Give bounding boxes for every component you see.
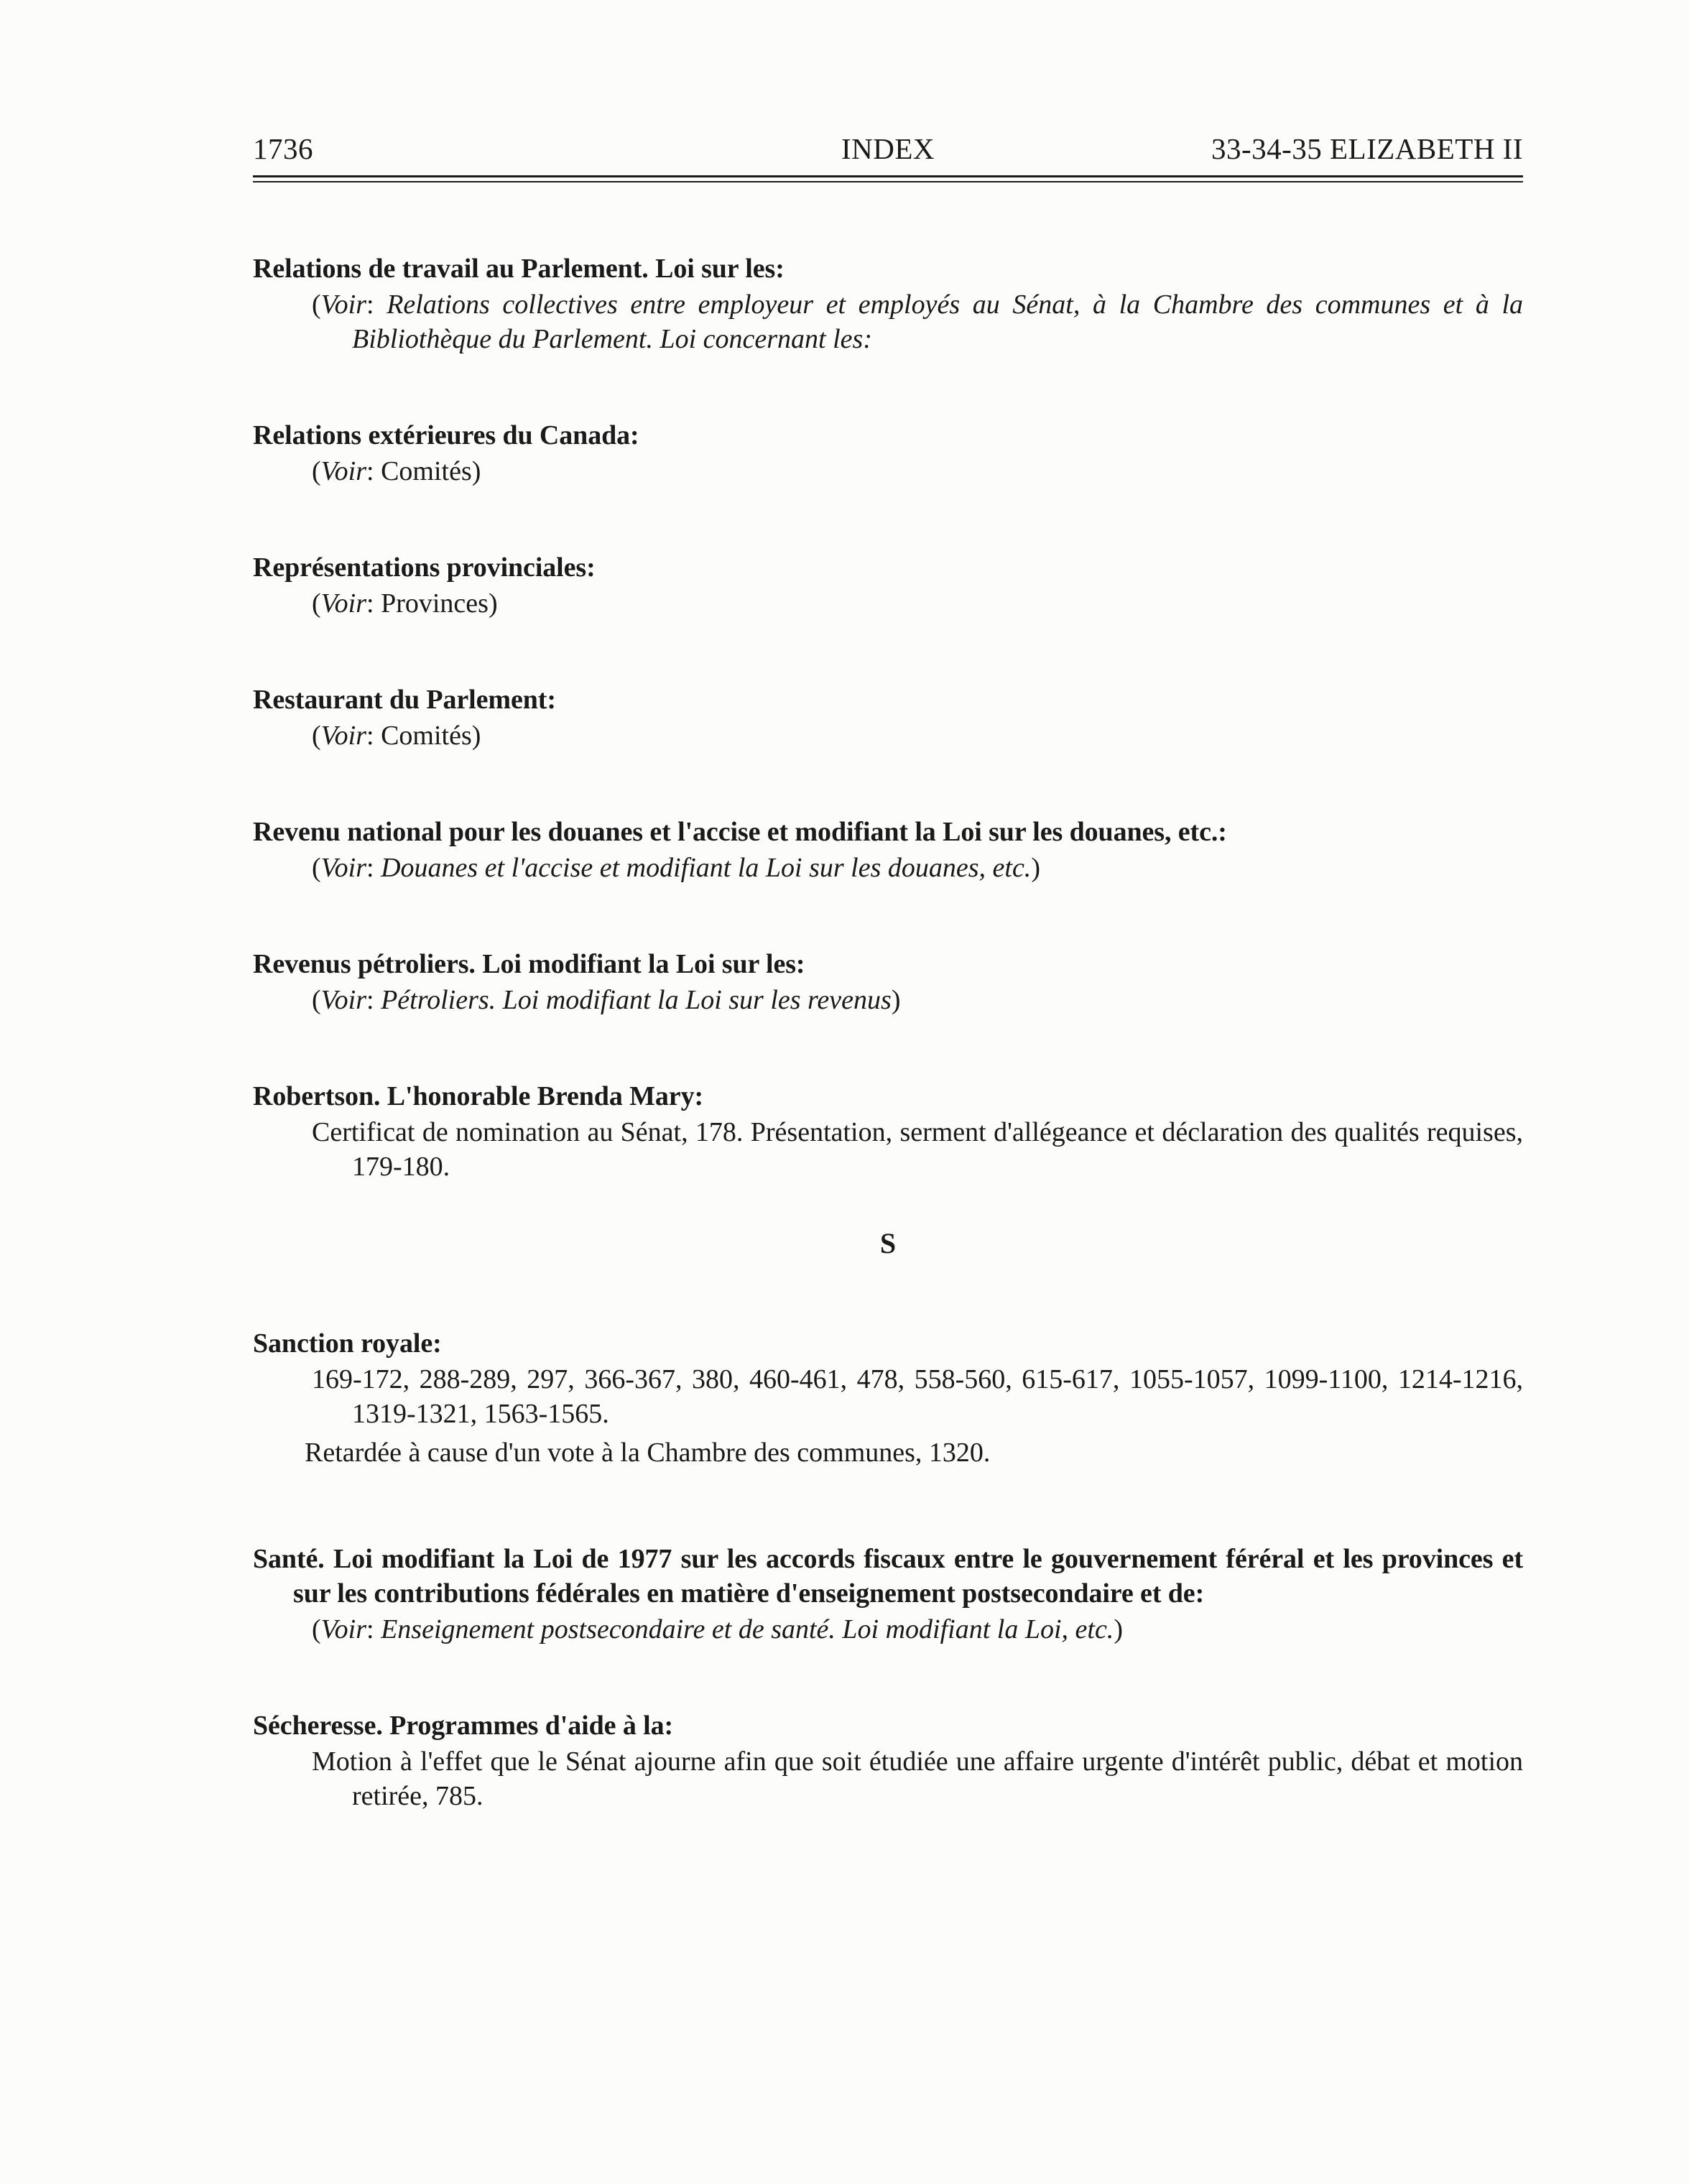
entry-note: Retardée à cause d'un vote à la Chambre des communes, 1320. <box>305 1438 991 1468</box>
see-colon: : <box>366 290 387 320</box>
see-target: Enseignement postsecondaire et de santé. Loi modifiant la Loi, etc. <box>381 1614 1114 1644</box>
see-close-paren: ) <box>471 721 481 751</box>
see-close-paren: ) <box>891 985 901 1015</box>
entry-heading: Restaurant du Parlement: <box>253 685 556 715</box>
see-close-paren: ) <box>471 456 481 486</box>
entry-text: Certificat de nomination au Sénat, 178. Présentation, serment d'allégeance et déclaration des qualités requises, 179-180. <box>312 1117 1523 1182</box>
see-word: Voir <box>320 721 367 751</box>
index-entry <box>253 418 1523 489</box>
entry-heading: Revenus pétroliers. Loi modifiant la Loi sur les: <box>253 949 805 979</box>
see-target: Pétroliers. Loi modifiant la Loi sur les revenus <box>381 985 892 1015</box>
see-target: Comités <box>381 721 472 751</box>
see-open-paren: ( <box>312 1614 321 1644</box>
see-open-paren: ( <box>312 985 321 1015</box>
see-reference <box>253 586 1523 621</box>
see-open-paren: ( <box>312 853 321 883</box>
entry-heading: Relations extérieures du Canada: <box>253 420 639 450</box>
see-word: Voir <box>320 456 367 486</box>
see-colon: : <box>366 1614 381 1644</box>
see-word: Voir <box>320 985 367 1015</box>
index-entry <box>253 947 1523 1017</box>
see-reference <box>253 983 1523 1017</box>
index-entry <box>253 550 1523 621</box>
see-reference <box>253 454 1523 489</box>
see-close-paren: ) <box>488 588 498 619</box>
index-entry <box>253 1708 1523 1813</box>
see-target: Provinces <box>381 588 489 619</box>
index-entry <box>253 1079 1523 1184</box>
entry-text: Motion à l'effet que le Sénat ajourne afin que soit étudiée une affaire urgente d'intérêt public, débat et motion retirée, 785. <box>312 1746 1523 1811</box>
entry-heading: Représentations provinciales: <box>253 552 596 583</box>
see-reference <box>253 1612 1523 1647</box>
page-title: INDEX <box>841 132 935 165</box>
index-entry <box>253 1542 1523 1647</box>
see-target: Douanes et l'accise et modifiant la Loi sur les douanes, etc. <box>381 853 1032 883</box>
index-entry <box>253 682 1523 753</box>
index-entries <box>253 251 1523 1813</box>
volume-label: 33-34-35 ELIZABETH II <box>1211 132 1523 165</box>
entry-heading: Sanction royale: <box>253 1328 442 1359</box>
header-rule-thick <box>253 175 1523 177</box>
see-colon: : <box>366 588 381 619</box>
running-head <box>253 129 1523 168</box>
see-close-paren: ) <box>1031 853 1040 883</box>
see-reference <box>253 287 1523 356</box>
see-open-paren: ( <box>312 721 321 751</box>
see-target: Comités <box>381 456 472 486</box>
see-colon: : <box>366 985 381 1015</box>
index-entry <box>253 1326 1523 1470</box>
entry-heading: Relations de travail au Parlement. Loi sur les: <box>253 254 785 284</box>
page-number: 1736 <box>253 132 313 165</box>
see-word: Voir <box>320 290 367 320</box>
see-open-paren: ( <box>312 588 321 619</box>
index-entry <box>253 251 1523 356</box>
entry-heading: Santé. Loi modifiant la Loi de 1977 sur les accords fiscaux entre le gouvernement féréral et les provinces et sur les contributions fédérales en matière d'enseignement postsecondaire et de: <box>253 1544 1523 1609</box>
index-page <box>253 129 1523 1875</box>
entry-heading: Robertson. L'honorable Brenda Mary: <box>253 1081 704 1111</box>
entry-heading: Revenu national pour les douanes et l'accise et modifiant la Loi sur les douanes, etc.: <box>253 817 1227 847</box>
see-close-paren: ) <box>1114 1614 1123 1644</box>
see-word: Voir <box>320 1614 367 1644</box>
see-target: Relations collectives entre employeur et employés au Sénat, à la Chambre des communes et à la Bibliothèque du Parlement. Loi concernant les: <box>352 290 1524 354</box>
see-word: Voir <box>320 853 367 883</box>
see-open-paren: ( <box>312 456 321 486</box>
entry-heading: Sécheresse. Programmes d'aide à la: <box>253 1711 674 1741</box>
see-word: Voir <box>320 588 367 619</box>
header-rule-thin <box>253 181 1523 182</box>
index-entry <box>253 815 1523 885</box>
see-open-paren: ( <box>312 290 321 320</box>
see-colon: : <box>366 456 381 486</box>
see-reference <box>253 718 1523 753</box>
see-reference <box>253 851 1523 885</box>
see-colon: : <box>366 721 381 751</box>
see-colon: : <box>366 853 381 883</box>
entry-pages: 169-172, 288-289, 297, 366-367, 380, 460-461, 478, 558-560, 615-617, 1055-1057, 1099-1100, 1214-1216, 1319-1321, 1563-1565. <box>312 1364 1523 1429</box>
section-letter: S <box>879 1227 897 1259</box>
